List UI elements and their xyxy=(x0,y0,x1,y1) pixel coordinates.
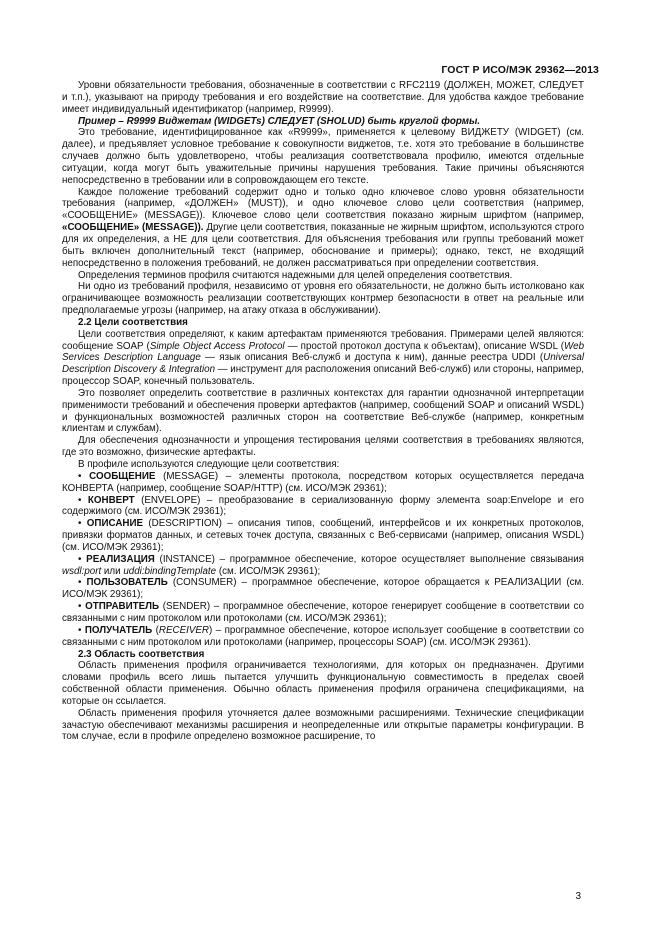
text-run: Каждое положение требований содержит одно и только одно ключевое слово уровня обязательности требования (например, «ДОЛЖЕН» (MUST)), и одно ключевое слово цели соответствия (например, «СООБЩЕНИЕ» (MESSAGE)). Ключевое слово цели соответствия показано жирным шрифтом (например, xyxy=(62,186,584,222)
bullet-mark: • xyxy=(78,577,87,589)
document-code-header: ГОСТ Р ИСО/МЭК 29362—2013 xyxy=(441,64,599,76)
paragraph: Определения терминов профиля считаются надежными для целей определения соответствия. xyxy=(78,269,513,281)
paragraph: Ни одно из требований профиля, независимо от уровня его обязательности, не должно быть истолковано как ограничивающее возможность реализации соответствующих контрмер безопасности в ответ на реальные или предполагаемые угрозы (например, на атаку отказа в обслуживании). xyxy=(62,281,584,317)
bullet-mark: • xyxy=(78,518,87,530)
list-item xyxy=(62,601,584,625)
text-run: ( xyxy=(152,624,159,636)
bullet-mark: • xyxy=(78,553,87,565)
italic-term: wsdl:port xyxy=(62,565,102,577)
paragraph: Это позволяет определить соответствие в различных контекстах для гарантии однозначной интерпретации применимости требований и обеспечения проверки артефактов (например, сообщений SOAP и описаний WSDL) и функциональных возможностей различных сторон на соответствие Веб-службе (например, конкретным клиентам и службам). xyxy=(62,387,584,435)
conformance-target-term: СООБЩЕНИЕ xyxy=(89,470,156,482)
bullet-mark: • xyxy=(78,494,88,506)
section-heading: 2.2 Цели соответствия xyxy=(78,316,188,328)
conformance-target-term: ОТПРАВИТЕЛЬ xyxy=(85,601,160,613)
paragraph xyxy=(62,329,584,388)
text-run: — инструмент для расположения описаний Веб-служб) или стороны, например, процессор SOAP, конечный пользователь. xyxy=(62,364,584,388)
text-run: — язык описания Веб-служб и доступа к ним), данные реестра UDDI ( xyxy=(200,352,544,364)
bullet-mark: • xyxy=(78,470,90,482)
text-run: (ENVELOPE) – преобразование в сериализованную форму элемента soap:Envelope и его содержимого (см. ИСО/МЭК 29361); xyxy=(62,494,584,518)
italic-term: RECEIVER xyxy=(158,624,209,636)
italic-term: uddi:bindingTemplate xyxy=(123,565,217,577)
paragraph: Для обеспечения однозначности и упрощения тестирования целями соответствия в требованиях являются, где это возможно, физические артефакты. xyxy=(62,435,584,459)
list-item xyxy=(62,577,584,601)
list-item xyxy=(62,518,584,554)
text-run: (DESCRIPTION) – описания типов, сообщений, интерфейсов и их конкретных протоколов, привязки форматов данных, и сетевых точек доступа, связанных с Веб-сервисами (например, описания WSDL) (см. ИСО/МЭК 29361); xyxy=(62,518,585,553)
conformance-target-term: ОПИСАНИЕ xyxy=(86,518,144,530)
conformance-target-term: ПОЛУЧАТЕЛЬ xyxy=(84,624,153,636)
example-paragraph: Пример – R9999 Виджетам (WIDGETs) СЛЕДУЕТ (SHOLUD) быть круглой формы. xyxy=(78,115,481,127)
text-run: Цели соответствия определяют, к каким артефактам применяются требования. Примерами целей являются: сообщение SOAP ( xyxy=(62,328,584,352)
list-item xyxy=(62,495,584,519)
italic-term: Universal Description Discovery & Integration xyxy=(62,352,584,376)
text-run: (SENDER) – программное обеспечение, которое генерирует сообщение в соответствии со связанными с ним протоколом или протоколами (см. ИСО/МЭК 29361); xyxy=(62,601,584,624)
text-run: — простой протокол доступа к объектам), описание WSDL ( xyxy=(284,340,565,352)
list-item xyxy=(62,471,584,495)
text-run: ) – программное обеспечение, которое использует сообщение в соответствии со связанными с ним протоколом или протоколами (например, процессоры SOAP) (см. ИСО/МЭК 29361). xyxy=(62,624,584,648)
paragraph: Это требование, идентифицированное как «R9999», применяется к целевому ВИДЖЕТУ (WIDGET) (см. далее), и предъявляет условное требование к совокупности виджетов, т.е. хотя это требование в большинстве случаев должно быть удовлетворено, чтобы реализация соответствовала профилю, имеются отдельные ситуации, когда могут быть уважительные причины нарушения требования. Такие причины объясняются непосредственно в требовании или в сопровождающем его тексте. xyxy=(62,127,584,186)
italic-term: Web Services Description Language xyxy=(62,340,585,364)
paragraph xyxy=(62,187,584,270)
list-item xyxy=(62,554,584,578)
document-body xyxy=(62,80,584,743)
text-run: (см. ИСО/МЭК 29361); xyxy=(216,565,321,577)
conformance-target-term: РЕАЛИЗАЦИЯ xyxy=(86,553,155,565)
paragraph: В профиле используются следующие цели соответствия: xyxy=(78,459,340,470)
list-item xyxy=(62,625,584,649)
bold-keyword: «СООБЩЕНИЕ» (MESSAGE)). xyxy=(62,222,204,234)
text-run: Другие цели соответствия, показанные не жирным шрифтом, используются строго для их определения, а НЕ для цели соответствия. Для объяснения требования или группы требований может быть включен дополнительный текст (например, обоснование и примеры); однако, текст, не входящий непосредственно в положения требований, не должен рассматриваться при определении соответствия. xyxy=(62,222,585,269)
conformance-target-term: ПОЛЬЗОВАТЕЛЬ xyxy=(86,577,168,589)
paragraph: Область применения профиля уточняется далее возможными расширениями. Технические спецификации зачастую обеспечивают механизмы расширения и неопределенные или открытые параметры конфигурации. В том случае, если в профиле определено возможное расширение, то xyxy=(62,707,584,743)
conformance-target-term: КОНВЕРТ xyxy=(87,494,135,506)
text-run: или xyxy=(101,565,124,577)
italic-term: Simple Object Access Protocol xyxy=(149,340,285,352)
paragraph: Область применения профиля ограничивается технологиями, для которых он предназначен. Другими словами профиль всего лишь пытается улучшить функциональную совместимость в пределах своей собственной области применения. Обычно область применения профиля ограничена спецификациями, на которые он ссылается. xyxy=(62,660,584,707)
text-run: (MESSAGE) – элементы протокола, посредством которых осуществляется передача КОНВЕРТА (например, сообщение SOAP/HTTP) (см. ИСО/МЭК 29361); xyxy=(62,470,584,494)
bullet-mark: • xyxy=(78,601,86,613)
page-number: 3 xyxy=(575,891,581,902)
paragraph: Уровни обязательности требования, обозначенные в соответствии с RFC2119 (ДОЛЖЕН, МОЖЕТ, СЛЕДУЕТ и т.п.), указывают на природу требования и его воздействие на соответствие. Для удобства каждое требование имеет индивидуальный идентификатор (например, R9999). xyxy=(62,80,584,115)
bullet-mark: • xyxy=(78,624,85,636)
section-heading: 2.3 Область соответствия xyxy=(78,648,205,660)
text-run: (INSTANCE) – программное обеспечение, которое осуществляет выполнение связывания xyxy=(154,553,584,565)
text-run: (CONSUMER) – программное обеспечение, которое обращается к РЕАЛИЗАЦИИ (см. ИСО/МЭК 29361); xyxy=(62,577,584,601)
